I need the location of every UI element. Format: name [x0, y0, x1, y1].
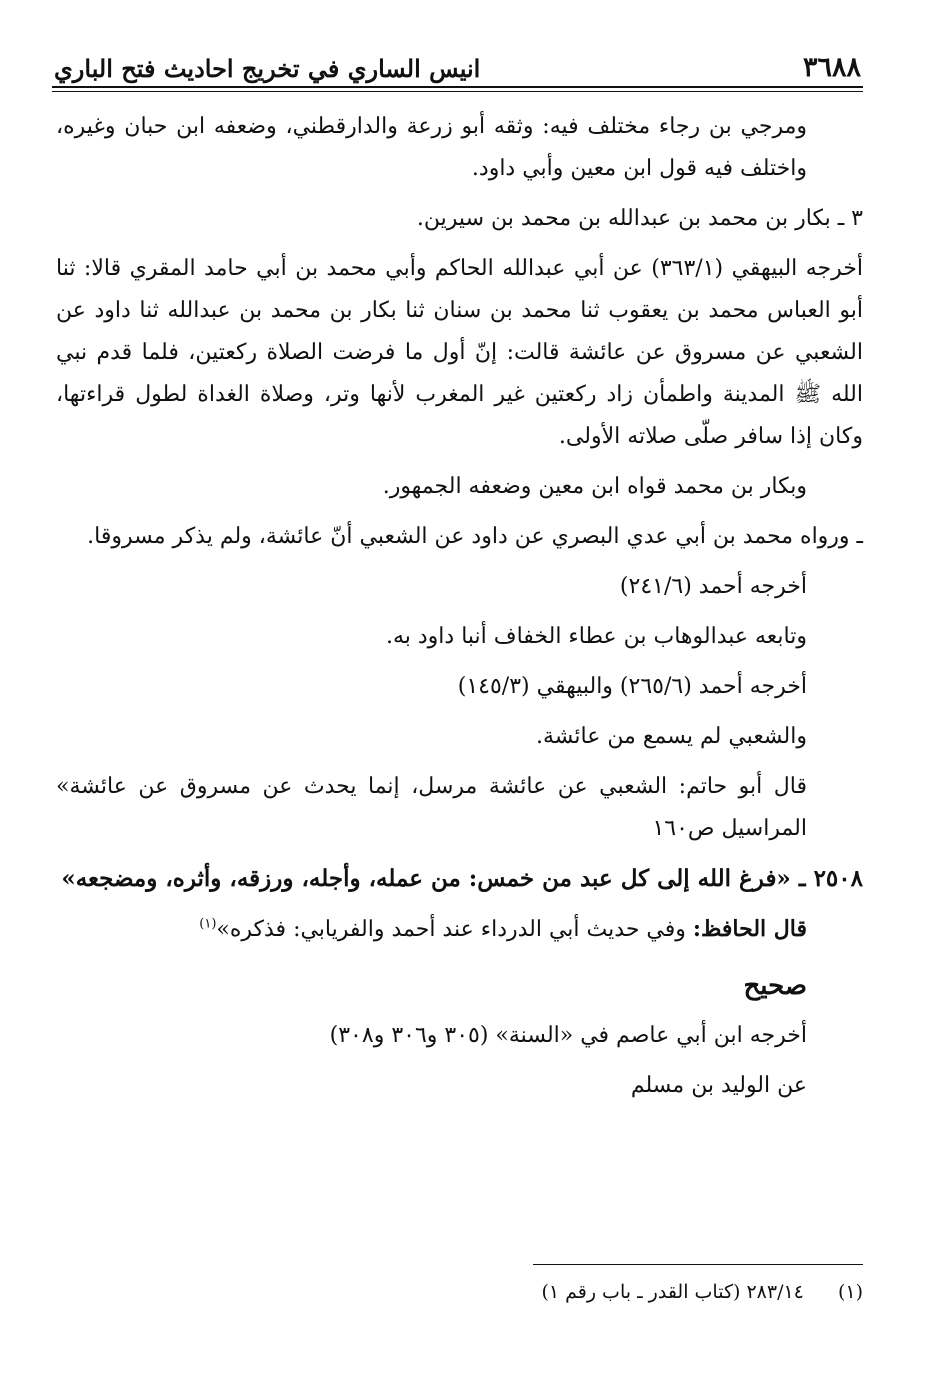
header-rule-thin [52, 91, 863, 92]
hafiz-label: قال الحافظ: [692, 916, 807, 942]
page-header [52, 48, 863, 90]
paragraph: ومرجي بن رجاء مختلف فيه: وثقه أبو زرعة والدارقطني، وضعفه ابن حبان وغيره، واختلف فيه قول ابن معين وأبي داود. [56, 114, 807, 181]
hafiz-statement [56, 908, 863, 951]
footnote-ref: (١) [199, 916, 217, 932]
hafiz-text: وفي حديث أبي الدرداء عند أحمد والفريابي: فذكره» [216, 917, 686, 942]
paragraph: أخرجه البيهقي (٣٦٣/١) عن أبي عبدالله الحاكم وأبي محمد بن أبي حامد المقري قالا: ثنا أبو العباس محمد بن يعقوب ثنا محمد بن سنان ثنا بكار بن محمد بن عبدالله ثنا داود عن الشعبي عن مسروق عن عائشة قالت: إنّ أول ما فرضت الصلاة ركعتين، فلما قدم نبي الله ﷺ المدينة واطمأن زاد ركعتين غير المغرب لأنها وتر، وصلاة الغداة لطول قراءتها، وكان إذا سافر صلّى صلاته الأولى. [56, 256, 864, 449]
citation: أخرجه ابن أبي عاصم في «السنة» (٣٠٥ و٣٠٦ و٣٠٨) [329, 1023, 807, 1048]
header-rule-thick [52, 86, 863, 88]
footnote [56, 1278, 863, 1306]
citation: أخرجه أحمد (٢٦٥/٦) والبيهقي (١٤٥/٣) [457, 674, 807, 699]
paragraph: والشعبي لم يسمع من عائشة. [535, 724, 807, 749]
paragraph: قال أبو حاتم: الشعبي عن عائشة مرسل، إنما يحدث عن مسروق عن عائشة» المراسيل ص١٦٠ [56, 774, 807, 841]
paragraph: وتابعه عبدالوهاب بن عطاء الخفاف أنبا داود به. [385, 624, 807, 649]
page-body [56, 106, 863, 1115]
footnote-rule [533, 1264, 863, 1265]
grading-heading: صحيح [743, 971, 807, 1001]
narrator-entry: ٣ ـ بكار بن محمد بن عبدالله بن محمد بن سيرين. [416, 206, 863, 231]
page-number: ٣٦٨٨ [802, 52, 861, 83]
paragraph: عن الوليد بن مسلم [630, 1073, 807, 1098]
paragraph: وبكار بن محمد قواه ابن معين وضعفه الجمهور. [382, 474, 807, 499]
footnote-number: (١) [837, 1281, 863, 1303]
citation: أخرجه أحمد (٢٤١/٦) [619, 574, 807, 599]
hadith-entry: ٢٥٠٨ ـ «فرغ الله إلى كل عبد من خمس: من عمله، وأجله، ورزقه، وأثره، ومضجعه» [61, 865, 863, 892]
paragraph: ـ ورواه محمد بن أبي عدي البصري عن داود عن الشعبي أنّ عائشة، ولم يذكر مسروقا. [87, 524, 863, 549]
footnote-text: ٢٨٣/١٤ (كتاب القدر ـ باب رقم ١) [541, 1281, 804, 1303]
book-title: انيس الساري في تخريج احاديث فتح الباري [54, 54, 481, 83]
